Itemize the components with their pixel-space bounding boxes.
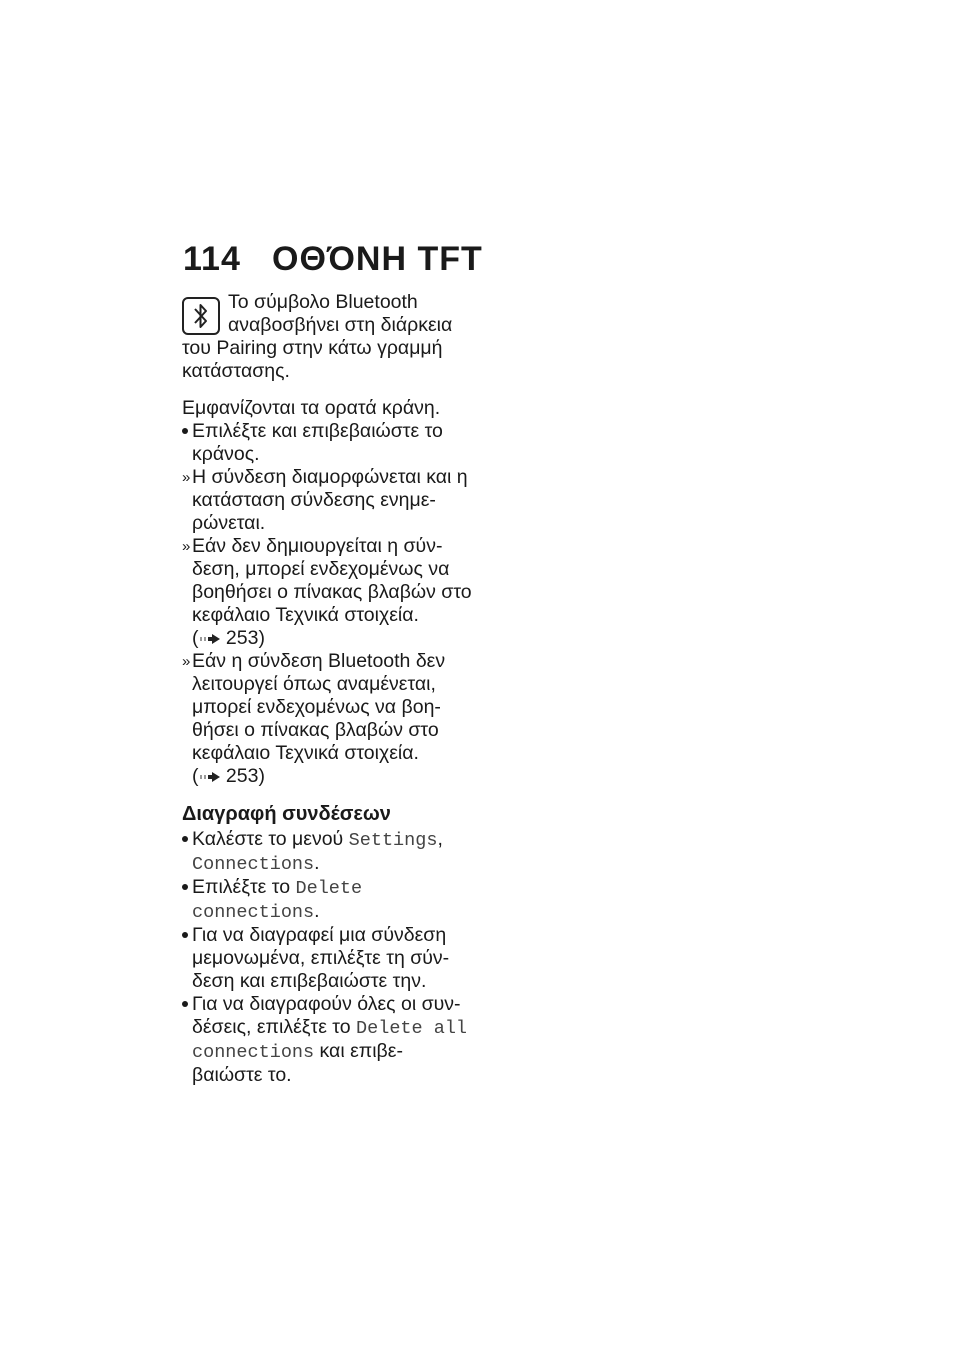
section-heading: Διαγραφή συνδέσεων — [182, 803, 391, 825]
list-item — [182, 535, 472, 650]
page-number: 114 — [183, 240, 241, 278]
page-title: ΟΘΌΝΗ TFT — [272, 240, 483, 278]
list-item — [182, 466, 472, 535]
list-item: Επιλέξτε το Delete connections. — [182, 876, 472, 924]
menu-name: Delete all connections — [192, 1018, 468, 1063]
intro-paragraph — [182, 291, 472, 383]
content-column — [182, 291, 472, 1087]
intro-text: Το σύμβολο Bluetooth αναβοσβήνει στη διάρκεια του Pairing στην κάτω γραμμή κατάστασης. — [182, 291, 453, 382]
bullet-icon — [182, 932, 188, 938]
result-text: Η σύνδεση διαμορφώνεται και η κατάσταση σύνδεσης ενημε-ρώνεται. — [192, 466, 468, 534]
list-item — [182, 650, 472, 788]
list-item — [182, 993, 472, 1087]
menu-name: Settings — [348, 830, 438, 851]
reference-page: 253 — [225, 627, 259, 649]
result-arrow-icon: » — [182, 469, 191, 486]
result-text: Εάν η σύνδεση Bluetooth δεν λειτουργεί όπως αναμένεται, μπορεί ενδεχομένως να βοη-θήσει ο πίνακας βλαβών στο κεφάλαιο Τεχνικά στοιχεία. — [192, 650, 446, 764]
step-text: Καλέστε το μενού — [192, 828, 344, 850]
list-item — [182, 924, 472, 993]
list-item: Καλέστε το μενού Settings, Connections. — [182, 828, 472, 876]
step-text: Επιλέξτε το — [192, 876, 291, 898]
reference-arrow-icon — [199, 633, 221, 645]
bullet-icon — [182, 1001, 188, 1007]
page-reference[interactable]: ( 253) — [192, 765, 265, 787]
bullet-icon — [182, 884, 188, 890]
step-text: Για να διαγραφεί μια σύνδεση μεμονωμένα, επιλέξτε τη σύν-δεση και επιβεβαιώστε την. — [192, 924, 450, 992]
section1-lead: Εμφανίζονται τα ορατά κράνη. — [182, 397, 441, 419]
step-text: Για να διαγραφούν όλες οι συν-δέσεις, επιλέξτε το — [192, 993, 461, 1038]
menu-name: Delete connections — [192, 878, 363, 923]
list-item — [182, 420, 472, 466]
reference-arrow-icon — [199, 771, 221, 783]
result-arrow-icon: » — [182, 538, 191, 555]
bullet-icon — [182, 836, 188, 842]
result-text: Εάν δεν δημιουργείται η σύν-δεση, μπορεί ενδεχομένως να βοηθήσει ο πίνακας βλαβών στο κεφάλαιο Τεχνικά στοιχεία. — [192, 535, 472, 626]
menu-name: Connections — [192, 854, 315, 875]
result-arrow-icon: » — [182, 653, 191, 670]
page-reference[interactable]: ( 253) — [192, 627, 265, 649]
bluetooth-icon — [182, 297, 220, 335]
bullet-icon — [182, 428, 188, 434]
reference-page: 253 — [225, 765, 259, 787]
step-text: και επιβε-βαιώστε το. — [192, 1040, 403, 1086]
step-text: Επιλέξτε και επιβεβαιώστε το κράνος. — [192, 420, 443, 465]
